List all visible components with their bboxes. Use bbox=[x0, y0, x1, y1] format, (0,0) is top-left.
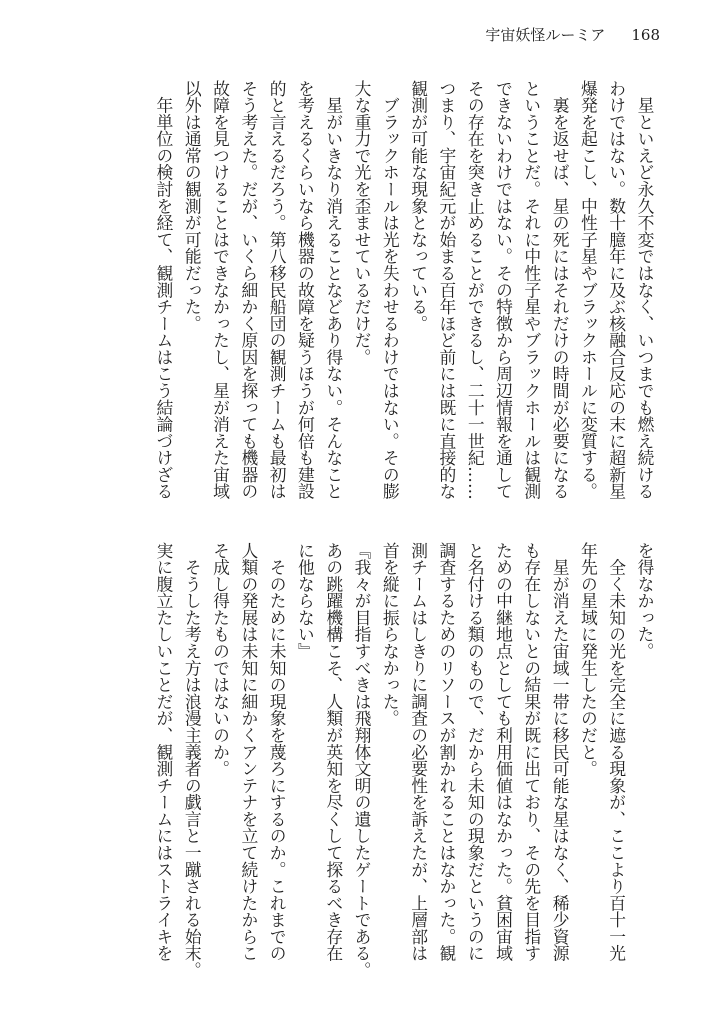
text-column: も存在しないとの結果が既に出ており、その先を目指す bbox=[521, 542, 542, 962]
text-column: 星が消えた宙域一帯に移民可能な星はなく、稀少資源 bbox=[550, 542, 571, 962]
text-column: 星といえど永久不変ではなく、いつまでも燃え続ける bbox=[635, 80, 655, 500]
text-column: 全く未知の光を完全に遮る現象が、ここより百十一光 bbox=[606, 542, 627, 962]
text-column: そうした考え方は浪漫主義者の戯言と一蹴される始末。 bbox=[182, 542, 203, 979]
text-column: 人類の発展は未知に細かくアンテナを立て続けたからこ bbox=[238, 542, 259, 962]
text-column: そのために未知の現象を蔑ろにするのか。これまでの bbox=[267, 542, 288, 962]
text-column: 実に腹立たしいことだが、観測チームにはストライキを bbox=[153, 542, 174, 962]
text-column: ための中継地点としても利用価値はなかった。貧困宙域 bbox=[493, 542, 514, 962]
page-number: 168 bbox=[631, 26, 660, 44]
text-column: を得なかった。 bbox=[635, 542, 655, 660]
text-column: 年先の星域に発生したのだと。 bbox=[578, 542, 599, 778]
text-column: 首を縦に振らなかった。 bbox=[380, 542, 401, 727]
text-column: ということだ。それに中性子星やブラックホールは観測 bbox=[521, 80, 542, 500]
text-column: 観測が可能な現象となっている。 bbox=[408, 80, 429, 332]
text-column: 調査するためのリソースが割かれることはなかった。観 bbox=[436, 542, 457, 962]
text-column: 『我々が目指すべきは飛翔体文明の遺したゲートである。 bbox=[352, 542, 373, 979]
text-column: つまり、宇宙紀元が始まる百年ほど前には既に直接的な bbox=[436, 80, 457, 500]
book-title: 宇宙妖怪ルーミア bbox=[485, 26, 606, 44]
page-header bbox=[485, 24, 660, 45]
text-column: 大な重力で光を歪ませているだけだ。 bbox=[352, 80, 373, 366]
text-column: に他ならない』 bbox=[295, 542, 316, 660]
text-column: あの跳躍機構こそ、人類が英知を尽くして探るべき存在 bbox=[323, 542, 344, 962]
text-column: と名付ける類のもので、だから未知の現象だというのに bbox=[465, 542, 486, 962]
text-column: その存在を突き止めることができるし、二十一世紀…… bbox=[465, 80, 486, 500]
text-column: を考えるくらいなら機器の故障を疑うほうが何倍も建設 bbox=[295, 80, 316, 500]
text-column: 以外は通常の観測が可能だった。 bbox=[182, 80, 203, 332]
text-column: 年単位の検討を経て、観測チームはこう結論づけざる bbox=[153, 80, 174, 500]
text-column: ブラックホールは光を失わせるわけではない。その膨 bbox=[380, 80, 401, 500]
text-column: そ成し得たものではないのか。 bbox=[210, 542, 231, 778]
text-column: 故障を見つけることはできなかったし、星が消えた宙域 bbox=[210, 80, 231, 500]
text-column: そう考えた。だが、いくら細かく原因を探っても機器の bbox=[238, 80, 259, 500]
text-column: 星がいきなり消えることなどあり得ない。そんなこと bbox=[323, 80, 344, 500]
text-column: できないわけではない。その特徴から周辺情報を通して bbox=[493, 80, 514, 500]
text-column: 裏を返せば、星の死にはそれだけの時間が必要になる bbox=[550, 80, 571, 500]
text-column: 爆発を起こし、中性子星やブラックホールに変質する。 bbox=[578, 80, 599, 500]
text-block-bottom bbox=[150, 542, 659, 979]
text-block-top bbox=[150, 80, 659, 510]
text-column: 測チームはしきりに調査の必要性を訴えたが、上層部は bbox=[408, 542, 429, 962]
text-column: 的と言えるだろう。第八移民船団の観測チームも最初は bbox=[267, 80, 288, 500]
text-column: わけではない。数十臆年に及ぶ核融合反応の末に超新星 bbox=[606, 80, 627, 500]
